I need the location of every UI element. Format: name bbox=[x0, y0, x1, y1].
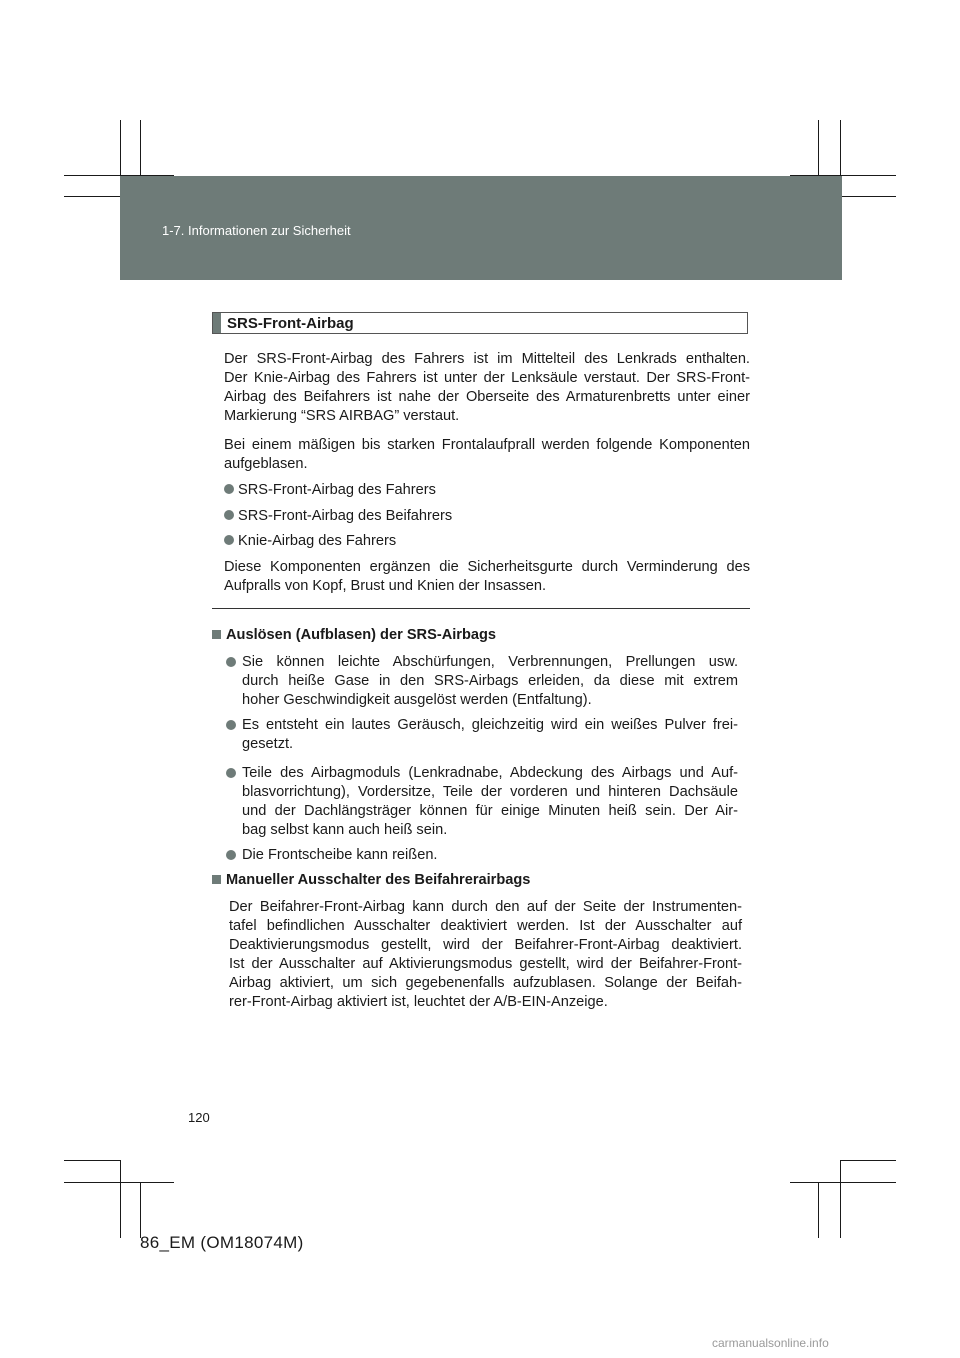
text-line: Airbag aktiviert, um sich gegebenenfalls aufzublasen. Solange der Beifah- bbox=[229, 975, 742, 991]
subsection-heading bbox=[212, 627, 496, 643]
document-code: 86_EM (OM18074M) bbox=[140, 1233, 304, 1252]
text-line: Markierung “SRS AIRBAG” verstaut. bbox=[224, 408, 460, 424]
section-title: SRS-Front-Airbag bbox=[227, 315, 354, 332]
trigger-paragraph bbox=[224, 436, 750, 474]
list-item-text: SRS-Front-Airbag des Fahrers bbox=[238, 482, 436, 498]
text-line: Diese Komponenten ergänzen die Sicherheitsgurte durch Verminderung des bbox=[224, 559, 750, 575]
text-line: Aufpralls von Kopf, Brust und Knien der Insassen. bbox=[224, 578, 547, 594]
list-item bbox=[224, 532, 396, 551]
bullet-dot-icon bbox=[226, 657, 236, 667]
crop-mark bbox=[840, 1160, 841, 1238]
text-line: hoher Geschwindigkeit ausgelöst werden (Entfaltung). bbox=[242, 692, 592, 708]
text-line: gesetzt. bbox=[242, 736, 294, 752]
section-title-box bbox=[212, 312, 748, 334]
text-line: Der SRS-Front-Airbag des Fahrers ist im Mittelteil des Lenkrads enthalten. bbox=[224, 351, 750, 367]
crop-mark bbox=[140, 1182, 141, 1238]
text-line: und der Dachlängsträger können für einige Minuten heiß sein. Der Air- bbox=[242, 803, 738, 819]
text-line: Bei einem mäßigen bis starken Frontalaufprall werden folgende Komponenten bbox=[224, 437, 750, 453]
text-line: durch heiße Gase in den SRS-Airbags erleiden, da diese mit extrem bbox=[242, 673, 738, 689]
text-line: bag selbst kann auch heiß sein. bbox=[242, 822, 448, 838]
bullet-dot-icon bbox=[224, 510, 234, 520]
list-item bbox=[226, 764, 738, 840]
section-accent-bar bbox=[213, 313, 221, 333]
summary-paragraph bbox=[224, 558, 750, 596]
list-item-text: SRS-Front-Airbag des Beifahrers bbox=[238, 508, 453, 524]
bullet-dot-icon bbox=[226, 720, 236, 730]
text-line: tafel befindlichen Ausschalter deaktiviert werden. Ist der Ausschalter auf bbox=[229, 918, 742, 934]
watermark: carmanualsonline.info bbox=[712, 1336, 829, 1350]
text-line: Sie können leichte Abschürfungen, Verbrennungen, Prellungen usw. bbox=[242, 654, 738, 670]
crop-mark bbox=[818, 1182, 819, 1238]
text-line: Teile des Airbagmoduls (Lenkradnabe, Abdeckung des Airbags und Auf- bbox=[242, 765, 738, 781]
text-line: Der Beifahrer-Front-Airbag kann durch den auf der Seite der Instrumenten- bbox=[229, 899, 742, 915]
page-number: 120 bbox=[188, 1110, 210, 1125]
bullet-dot-icon bbox=[226, 768, 236, 778]
list-item bbox=[226, 653, 738, 710]
subsection-heading-text: Manueller Ausschalter des Beifahrerairbags bbox=[226, 872, 531, 888]
list-item bbox=[226, 846, 738, 865]
text-line: Airbag des Beifahrers ist nahe der Oberseite des Armaturenbretts unter einer bbox=[224, 389, 750, 405]
square-bullet-icon bbox=[212, 630, 221, 639]
text-line: Der Knie-Airbag des Fahrers ist unter der Lenksäule verstaut. Der SRS-Front- bbox=[224, 370, 750, 386]
crop-mark bbox=[120, 1160, 121, 1238]
subsection-heading-text: Auslösen (Aufblasen) der SRS-Airbags bbox=[226, 627, 497, 643]
square-bullet-icon bbox=[212, 875, 221, 884]
chapter-title: 1-7. Informationen zur Sicherheit bbox=[162, 223, 351, 238]
crop-mark bbox=[64, 1160, 120, 1161]
text-line: Ist der Ausschalter auf Aktivierungsmodus gestellt, wird der Beifahrer-Front- bbox=[229, 956, 742, 972]
list-item-text: Knie-Airbag des Fahrers bbox=[238, 533, 397, 549]
text-line: rer-Front-Airbag aktiviert ist, leuchtet der A/B-EIN-Anzeige. bbox=[229, 994, 608, 1010]
section-divider bbox=[212, 608, 750, 609]
bullet-dot-icon bbox=[224, 535, 234, 545]
text-line: aufgeblasen. bbox=[224, 456, 308, 472]
intro-paragraph bbox=[224, 350, 750, 426]
chapter-header bbox=[120, 176, 842, 280]
crop-mark bbox=[840, 1160, 896, 1161]
text-line: blasvorrichtung), Vordersitze, Teile der vorderen und hinteren Dachsäule bbox=[242, 784, 738, 800]
bullet-dot-icon bbox=[224, 484, 234, 494]
list-item bbox=[224, 507, 452, 526]
bullet-dot-icon bbox=[226, 850, 236, 860]
list-item bbox=[224, 481, 436, 500]
list-item bbox=[226, 716, 738, 754]
subsection-heading bbox=[212, 872, 530, 888]
text-line: Die Frontscheibe kann reißen. bbox=[242, 847, 438, 863]
crop-mark bbox=[790, 1182, 896, 1183]
text-line: Es entsteht ein lautes Geräusch, gleichzeitig wird ein weißes Pulver frei- bbox=[242, 717, 738, 733]
text-line: Deaktivierungsmodus gestellt, wird der Beifahrer-Front-Airbag deaktiviert. bbox=[229, 937, 742, 953]
crop-mark bbox=[64, 1182, 174, 1183]
switch-paragraph bbox=[229, 898, 742, 1012]
